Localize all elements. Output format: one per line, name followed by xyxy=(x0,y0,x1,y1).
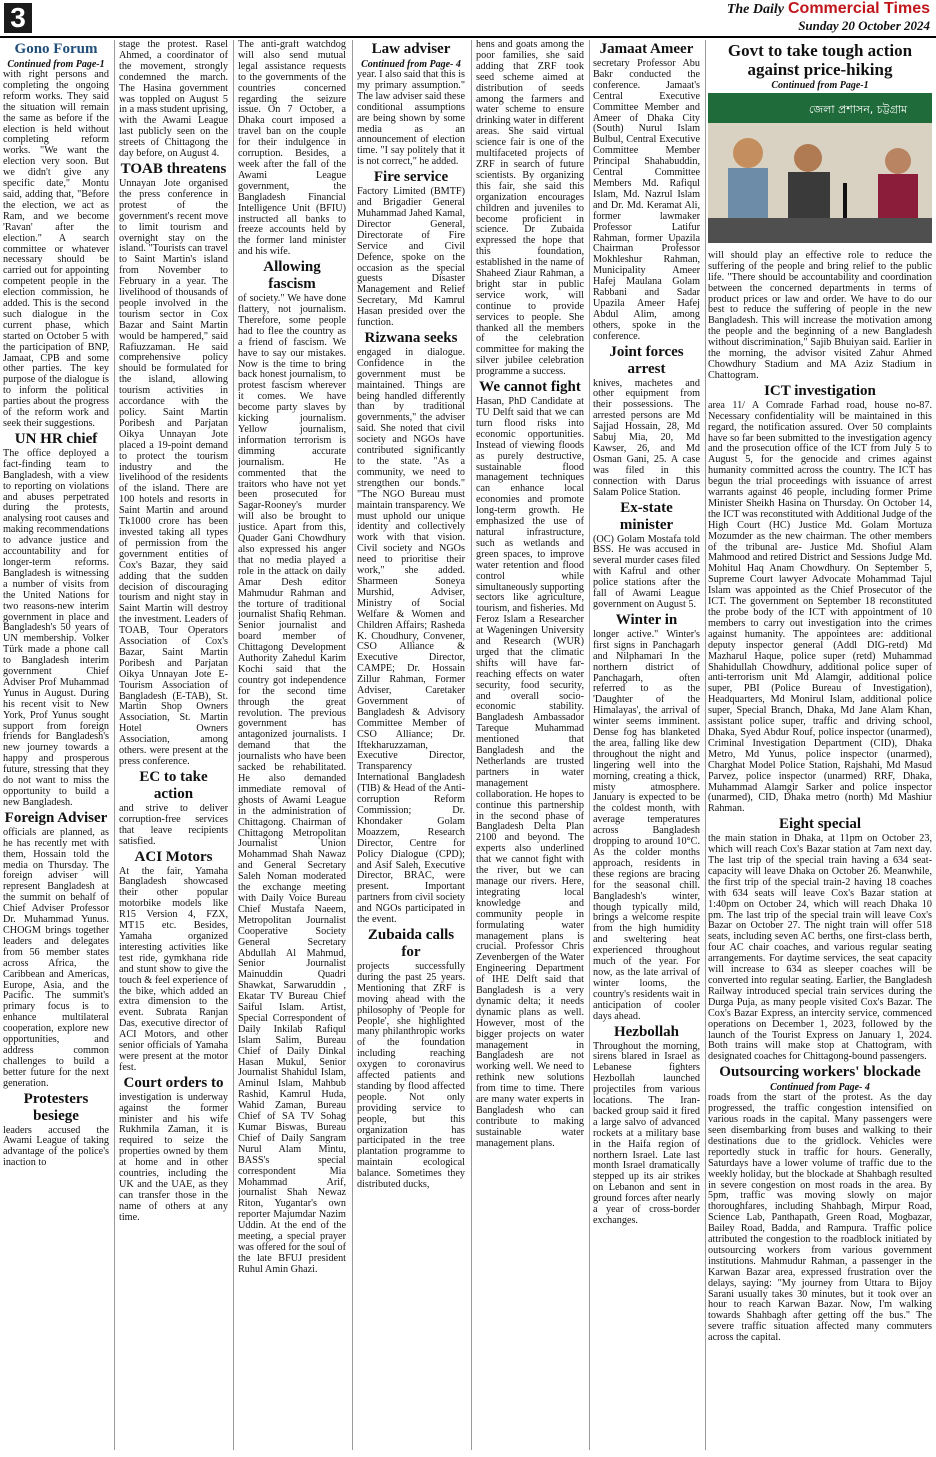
headline-jamaat-ameer: Jamaat Ameer xyxy=(599,41,694,57)
article-text: Hasan, PhD Candidate at TU Delft said that we can turn flood risks into economic opportunities. Instead of viewing floods as purely destructive, sustainable flood management techniques can enhance local economies and promote long-term growth. He emphasized the use of natural infrastructure, such as wetlands and green spaces, to improve water retention and flood control while simultaneously supporting sectors like agriculture, tourism, and fisheries. Md Feroz Islam a Researcher at Wageningen University and Research (WUR) urged that the climatic shifts will have far-reaching effects on water security, food security, and overall socio-economic stability. Bangladesh Ambassador Tareque Muhammad mentioned that Bangladesh and the Netherlands are trusted partners in water management collaboration. He hopes to continue this partnership in the second phase of Bangladesh Delta Plan 2100 and beyond. The experts also underlined that we cannot fight with the river, but we can manage our rivers. Here, integrating local knowledge and community people in formulating water management plans is crucial. Professor Chris Zevenbergen of the Water Engineering Department of IHE Delft said that Bangladesh is a very dynamic delta; it needs dynamic plans as well. However, most of the bigger projects on water management in Bangladesh are not working well. We need to rethink new solutions from time to time. There are many water experts in Bangladesh who can contribute to making sustainable water management plans. xyxy=(476,396,584,1149)
column-divider xyxy=(233,40,234,1450)
article-text: and strive to deliver corruption-free services that leave recipients satisfied. xyxy=(119,802,228,847)
article-text: knives, machetes and other equipment from their possessions. The arrested persons are Md Sajjad Hossain, 28, Md Sabuj Mia, 20, Md Kawser, 26, and Md Osman Gani, 25. A case was filed in this connection with Darus Salam Police Station. xyxy=(593,377,700,498)
headline-ict-investigation: ICT investigation xyxy=(764,382,876,399)
article-text: year. I also said that this is my primary assumption." The law adviser said these conditional assumptions are being shown by some media as an announcement of election time. "I say politely that it is not correct," he added. xyxy=(357,69,465,168)
paper-prefix: The Daily xyxy=(726,2,784,17)
column-1 xyxy=(3,40,109,1452)
article-text: of society." We have done flattery, not journalism. Therefore, some people had to flee the country as a friend of fascism. We have to say our mistakes. Now is the time to bring back honest journalism, to protest fascism wherever it comes. We have become party slaves by kicking journalism. Yellow journalism, information terrorism is dimming accurate journalism. He commented that the traitors who have not yet been prosecuted for Sagar-Rooney's murder will also be brought to justice. Apart from this, Quader Gani Chowdhury also expressed his anger that no media played a role in the attack on daily Amar Desh editor Mahmudur Rahman and the torture of traditional journalist Shafiq Rehman. Senior journalist and board member of Chittagong Development Authority Zahedul Karim Kochi said that the country got independence for the second time through the great revolution. The previous government has antagonized journalists. I demand that the journalists who have been sacked be rehabilitated. He also demanded immediate removal of ghosts of Awami League in the administration of Chittagong. Chairman of Chittagong Metropolitan Journalist Union Mohammad Shah Nawaz and General Secretary Saleh Noman moderated the exchange meeting with Daily Voice Bureau Chief Mustafa Naeem, Metropolitan Journalist Cooperative Society General Secretary Abdullah Al Mahmud, Senior Journalist Mainuddin Quadri Shawkat, Sarwaruddin , Ekatar TV Bureau Chief Saiful Islam. Artist, Special Correspondent of Daily Inkilab Rafiqul Islam Salim, Bureau Chief of Daily Dinkal Hasan Mukul, Senior Journalist Shahidul Islam, Aminul Islam, Mahbub Rashid, Kamrul Huda, Wahid Zaman, Bureau Chief of SA TV Sohag Kumar Biswas, Bureau Chief of Daily Sangram Nurul Alam Mintu, BASS's special correspondent Mia Mohammad Arif, journalist Shah Newaz Riton, Yugantar's own reporter Majumdar Nazim Uddin. At the end of the meeting, a special prayer was offered for the soul of the late BFUJ president Ruhul Amin Ghazi. xyxy=(238,293,346,1275)
page-number: 3 xyxy=(4,3,32,33)
headline-protesters-besiege: Protesters besiege xyxy=(23,1090,89,1124)
column-divider xyxy=(705,40,706,1450)
headline-zubaida-calls: Zubaida calls for xyxy=(367,926,455,960)
paper-name: Commercial Times xyxy=(788,0,930,17)
news-photo xyxy=(708,93,932,243)
article-text: area 11/ A Comrade Farhad road, house no-87. Necessary confidentiality will be maintained in this regard, the notification assured. Over 50 complaints have so far been submitted to the investigation agency and the prosecution office of the ICT from July 5 to August 5, for the genocide and crimes against humanity committed across the country. The ICT has begun the trial proceedings with issuance of arrest warrants against 46 people, including former Prime Minister Sheikh Hasina on Thursday. On October 14, the ICT was reconstituted with Additional Judge of the High Court (HC) Justice Md. Golam Mortuza Mozumder as the new chairman. The other members of the tribunal are- Justice Md. Shofiul Alam Mahmood and retired District and Sessions Judge Md. Mohitul Haq Anam Chowdhury. On September 5, Supreme Court lawyer Advocate Mohammad Tajul Islam was appointed as the Chief Prosecutor of the ICT. The government on September 18 reconstituted the probe body of the ICT with appointment of 10 members to carry out investigation into the crimes against humanity. The appointees are: additional deputy inspector general (Addl DIG-retd) Md Mazharul Haque, police super (retd) Muhammad Shahidullah Chowdhury, additional police super of anti-terrorism unit Md Alamgir, additional police super, PBI (Police Bureau of Investigation), Headquarters, Md Monirul Islam, additional police super, Special Branch, Dhaka, Md Jane Alam Khan, assistant police super, traffic and driving school, Dhaka, Syed Abdur Rouf, police inspector (unarmed), Criminal Investigation Department (CID), Dhaka Metro, Md Yunus, police inspector (unarmed), Charghat Model Police Station, Rajshahi, Md Masud Parvez, police inspector (unarmed) RRF, Dhaka, Muhammad Alamgir Sarker and police inspector (unarmed), CID, Dhaka metro (north) Md Mashiur Rahman. xyxy=(708,399,932,815)
headline-un-hr-chief: UN HR chief xyxy=(14,430,98,447)
column-divider xyxy=(114,40,115,1450)
column-divider xyxy=(589,40,590,1450)
column-3 xyxy=(238,40,346,1452)
headline-toab-threatens: TOAB threatens xyxy=(120,160,227,177)
article-text: leaders accused the Awami League of taking advantage of the police's inaction to xyxy=(3,1124,109,1169)
article-text: hens and goats among the poor families, she said adding that ZRF took seed scheme aimed at distribution of seeds among the farmers and water scheme to ensure drinking water in different areas. She said virtual science fair is one of the multifaceted projects of ZRF in search of future scientists. By organizing this fair, she said this organization encourages children and juveniles to become proficient in science. Dr Zubaida expressed the hope that this foundation, established in the name of Shaheed Ziaur Rahman, a bright star in public service work, will continue to provide services to people. She thanked all the members of the celebration committee for making the silver jubilee celebration programme a success. xyxy=(476,40,584,378)
article-text: with right persons and completing the ongoing reform works. They said the situation will remain the same as before if the election is held without completing reform works. "We want the election very soon. But we didn't give any specific date," Montu said, adding that, "Before the election, we act as Ram, and we become 'Ravan' after the election." A search committee or whatever necessary should be carried out for appointing competent people in the election commission, he added. This is the second such dialogue in the current phase, which started on October 5 with the participation of BNP, Jamaat, CPB and some other parties. The key purpose of the dialogue is to inform the political parties about the progress of the reform work and seek their suggestions. xyxy=(3,69,109,429)
headline-ex-state-minister: Ex-state minister xyxy=(619,499,674,533)
headline-foreign-adviser: Foreign Adviser xyxy=(4,809,108,826)
column-divider xyxy=(471,40,472,1450)
continued-label: Continued from Page- 4 xyxy=(361,59,461,70)
headline-fire-service: Fire service xyxy=(373,169,449,186)
headline-eight-special: Eight special xyxy=(778,816,862,833)
article-text: officials are planned, as he has recently met with them, Hossain told the media on Thursday. The foreign adviser will represent Bangladesh at the summit on behalf of Chief Adviser Professor Dr. Muhammad Yunus. CHOGM brings together leaders and delegates from 56 member states across Africa, the Caribbean and Americas, Europe, Asia, and the Pacific. The summit's primary focus is to enhance multilateral cooperation, explore new opportunities, and address common challenges to build a better future for the next generation. xyxy=(3,826,109,1089)
continued-label: Continued from Page- 4 xyxy=(770,1082,870,1094)
photo-banner-text: জেলা প্রশাসন, চট্টগ্রাম xyxy=(808,103,908,116)
article-text: (OC) Golam Mostafa told BSS. He was accused in several murder cases filed with Kafrul and other police stations after the fall of Awami League government on August 5. xyxy=(593,533,700,610)
article-text: The office deployed a fact-finding team to Bangladesh, with a view to reporting on violations and abuses perpetrated during the protests, analysing root causes and making recommendations to advance justice and accountability and for longer-term reforms. Bangladesh is witnessing a number of visits from the United Nations for two reasons-new interim government in place and Bangladesh's 50 years of UN membership. Volker Türk made a phone call to Bangladesh interim government Chief Adviser Prof Muhammad Yunus in August. During his recent visit to New York, Prof Yunus sought support from foreign friends for Bangladesh's new journey towards a happy and prosperous future, stressing that they do not want to miss the opportunity to build a new Bangladesh. xyxy=(3,447,109,808)
continued-label: Continued from Page-1 xyxy=(7,59,105,70)
masthead xyxy=(727,0,930,34)
headline-hezbollah: Hezbollah xyxy=(613,1023,679,1040)
article-text: The anti-graft watchdog will also send mutual legal assistance requests to the governments of the countries concerned regarding the seizure issue. On 7 October, a Dhaka court imposed a travel ban on the couple for their indulgence in corruption. Besides, a week after the fall of the Awami League government, the Bangladesh Financial Intelligence Unit (BFIU) instructed all banks to freeze accounts held by the former land minister and his wife. xyxy=(238,40,346,258)
headline-outsourcing-workers: Outsourcing workers' blockade xyxy=(719,1064,921,1081)
headline-gono-forum: Gono Forum xyxy=(14,41,98,57)
article-text: longer active." Winter's first signs in Panchagarh and Nilphamari In the northern district of Panchagarh, often referred to as the 'Daughter of the Himalayas', the arrival of winter seems imminent. Dense fog has blanketed the area, falling like dew throughout the night and lingering well into the morning, creating a thick, misty atmosphere. January is expected to be the coldest month, with average temperatures across Bangladesh dropping to around 10°C. As the colder months approach, residents in these regions are bracing for the seasonal chill. Bangladesh's winter, though typically mild, brings a welcome respite from the high humidity and sweltering heat experienced throughout much of the year. For now, as the late arrival of winter looms, the country's residents wait in anticipation of cooler days ahead. xyxy=(593,628,700,1022)
headline-joint-forces: Joint forces arrest xyxy=(609,343,684,377)
article-text: At the fair, Yamaha Bangladesh showcased their other popular motorbike models like R15 Version 4, FZX, MT15 etc. Besides, Yamaha organized interesting activities like test ride, gymkhana ride and stunt show to give the touch & feel experience of the bike, which added an extra dimension to the event. Subrata Ranjan Das, executive director of ACI Motors, and other senior officials of Yamaha were present at the motor fest. xyxy=(119,865,228,1073)
article-text: engaged in dialogue. Confidence in the government must be maintained. Things are being handled differently than by traditional governments," the adviser said. She noted that civil society and NGOs have contributed significantly to the state. "As a community, we need to strengthen our bonds." "The NGO Bureau must maintain transparency. We must uphold our unique identity and collectively work with that vision. Civil society and NGOs need to prioritise their work," she added. Sharmeen Soneya Murshid, Adviser, Ministry of Social Welfare & Women and Children Affairs; Rasheda K. Choudhury, Convener, CSO Alliance & Executive Director, CAMPE; Dr. Hossain Zillur Rahman, Former Adviser, Caretaker Government of Bangladesh & Advisory Committee Member of CSO Alliance; Dr. Iftekharuzzaman, Executive Director, Transparency International Bangladesh (TIB) & Head of the Anti-corruption Reform Commission; Dr. Khondaker Golam Moazzem, Research Director, Centre for Policy Dialogue (CPD); and Asif Saleh, Executive Director, BRAC, were present. Important partners from civil society and NGOs participated in the event. xyxy=(357,346,465,926)
headline-aci-motors: ACI Motors xyxy=(134,848,213,865)
column-5 xyxy=(476,40,584,1452)
article-text: Unnayan Jote organised the press conference in protest of the government's recent move to limit tourism and overnight stay on the island. "Tourists can travel to Saint Martin's island from November to February in a year. The livelihood of thousands of people involved in the tourism sector in Cox Bazar and Saint Martin would be hampered," said Rafiuzzaman. He said comprehensive policy should be formulated for the island, allowing tourism activities in accordance with the policy. Saint Martin Poribesh and Parjatan Oikya Unnayan Jote placed a 19-point demand to protect the tourism industry and the livelihood of the residents of the island. There are 100 hotels and resorts in Saint Martin and around Tk1000 crore has been invested taking all types of permission from the government entities of Cox's Bazar, they said adding that the sudden decision of discouraging tourism and night stay in Saint Martin will destroy the investment. Leaders of TOAB, Tour Operators Association of Cox's Bazar, Saint Martin Poribesh and Parjatan Oikya Unnayan Jote E-Tourism Association of Bangladesh (E-TAB), St. Martin Shop Owners Association, St. Martin Hotel Owners Association, among others. were present at the press conference. xyxy=(119,177,228,767)
article-text: secretary Professor Abu Bakr conducted the conference. Jamaat's Central Executive Committee Member and Ameer of Dhaka City (South) Nurul Islam Bulbul, Central Executive Committee Member Principal Shahabuddin, Central Committee Members Md. Rafiqul Islam, Md. Nazrul Islam and Dr. Md. Keramat Ali, former lawmaker Professor Latifur Rahman, former Upazila Chairman Professor Mokhleshur Rahman, Municipality Ameer Hafej Maulana Golam Rabbani and Sadar Upazila Ameer Hafej Abdul Alim, among others, spoke in the conference. xyxy=(593,58,700,342)
article-text: the main station in Dhaka, at 11pm on October 23, which will reach Cox's Bazar station at 7am next day. The last trip of the special train having a 634 seat-capacity will leave Dhaka on October 26. Meanwhile, the first trip of the special train-2 having 18 coaches with 634 seats will leave Cox's Bazar station at 1:40pm on October 24, which will reach Dhaka 10 pm. The last trip of the special train will leave Cox's Bazar on October 27. The night train will offer 518 seats, including seven AC berths, one first-class berth, four AC chair coaches, and various regular seating arrangements. For daytime services, the seat capacity will increase to 634 as sleeper coaches will be converted into regular seating. Earlier, the Bangladesh Railway introduced special train services during the Durga Puja, as many people visited Cox's Bazar. The Cox's Bazar Express, an intercity service, commenced operations on December 1, 2023, followed by the launch of the Tourist Express on January 1, 2024. Both trains will make stop at Chattogram, with designated coaches for Chittagong-bound passengers. xyxy=(708,833,932,1063)
column-4 xyxy=(357,40,465,1452)
column-divider xyxy=(352,40,353,1450)
header-rule xyxy=(0,36,936,38)
headline-winter: Winter in xyxy=(615,611,678,628)
continued-label: Continued from Page-1 xyxy=(771,80,869,91)
headline-court-orders: Court orders to xyxy=(123,1074,224,1091)
article-text: investigation is underway against the former minister and his wife Rukhmila Zaman, it is required to seize the properties owned by them at home and in other countries, including the UK and the UAE, as they can transfer those in the name of others at any time. xyxy=(119,1091,228,1223)
article-text: Throughout the morning, sirens blared in Israel as Lebanese fighters Hezbollah launched projectiles from various locations. The Iran-backed group said it fired a large salvo of advanced rockets at a military base in the Haifa region of northern Israel. Late last month Israel dramatically stepped up its air strikes on Lebanon and sent in ground forces after nearly a year of cross-border exchanges. xyxy=(593,1040,700,1226)
issue-date: Sunday 20 October 2024 xyxy=(798,18,930,33)
column-7 xyxy=(708,40,932,1452)
column-2 xyxy=(119,40,228,1452)
column-6 xyxy=(593,40,700,1452)
headline-govt-tough-action: Govt to take tough action against price-hiking xyxy=(727,41,913,79)
headline-ec-action: EC to take action xyxy=(139,768,208,802)
headline-allowing-fascism: Allowing fascism xyxy=(263,259,321,293)
article-text: roads from the start of the protest. As the day progressed, the traffic congestion intensified on various roads in the capital. Many passengers were seen disembarking from buses and walking to their destinations due to the gridlock. Vehicles were reportedly stuck in traffic for hours. Generally, Saturdays have a lower volume of traffic due to the weekly holiday, but the blockade at Shahbagh resulted in severe congestion on most roads in the area. By 5pm, traffic was moving slowly on major thoroughfares, including Shahbagh, Mirpur Road, Science Lab, Panthapath, Green Road, Mogbazar, Bailey Road, Badda, and Rampura. Traffic police attributed the congestion to the roadblock initiated by outsourcing workers from various government institutions. Mahmudur Rahman, a passenger in the Karwan Bazar area, expressed frustration over the delays, saying: "My journey from Uttara to Bijoy Sarani usually takes 30 minutes, but it took over an hour to reach Karwan Bazar. Now, I'm walking towards Shahbagh after getting off the bus." The severe traffic situation affected many commuters across the capital. xyxy=(708,1092,932,1344)
article-text: stage the protest. Rasel Ahmed, a coordinator of the movement, strongly condemned the march. The Hasina government was toppled on August 5 in a mass student uprising, with the Awami League last publicly seen on the streets of Chittagong the day before, on August 4. xyxy=(119,40,228,160)
article-text: projects successfully during the past 25 years. Mentioning that ZRF is moving ahead with the philosophy of 'People for People', she highlighted many philanthropic works of the foundation including reaching oxygen to coronavirus affected patients and standing by flood affected people. Not only providing service to people, but this organization has participated in the tree plantation programme to maintain ecological balance. Sometimes they distributed ducks, xyxy=(357,960,465,1191)
article-text: will should play an effective role to reduce the suffering of the people and bring relief to the public life. "There should be accountability and coordination between the concerned departments in terms of product prices or law and order. We have to do our best to reduce the suffering of people in the new Bangladesh. This will increase the motivation among the people and the beginning of a new Bangladesh without discrimination," Sajib Bhuiyan said. Earlier in the morning, the advisor visited Zahur Ahmed Chowdhury Stadium and MA Aziz Stadium in Chattogram. xyxy=(708,249,932,381)
headline-rizwana-seeks: Rizwana seeks xyxy=(364,329,458,346)
headline-law-adviser: Law adviser xyxy=(371,41,451,57)
headline-we-cannot-fight: We cannot fight xyxy=(479,379,581,396)
article-text: Factory Limited (BMTF) and Brigadier General Muhammad Jahed Kamal, Director General, Directorate of Fire Service and Civil Defence, spoke on the occasion as the special guests Disaster Management and Relief Secretary, Md Kamrul Hasan presided over the function. xyxy=(357,186,465,329)
